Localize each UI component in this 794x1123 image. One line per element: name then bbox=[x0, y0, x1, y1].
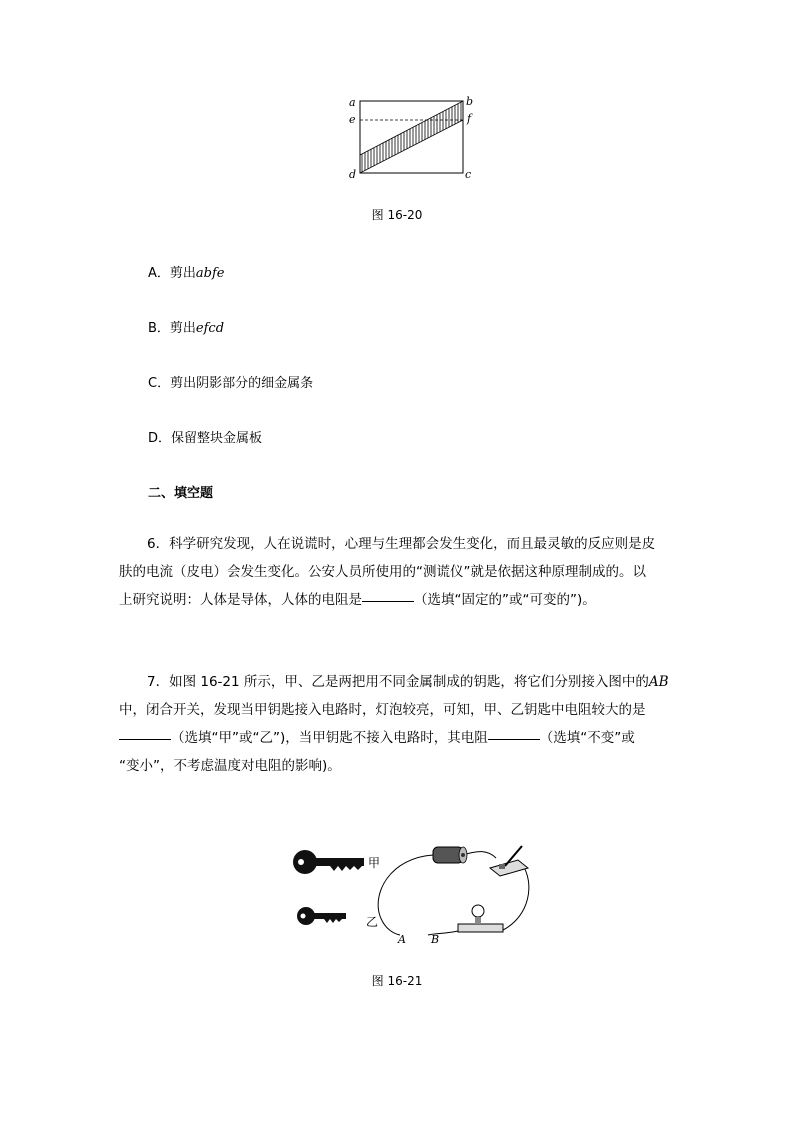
switch bbox=[490, 846, 528, 876]
option-b: B．剪出efcd bbox=[148, 321, 225, 336]
label-f: f bbox=[467, 112, 472, 125]
option-a: A．剪出abfe bbox=[148, 266, 225, 281]
key-jia bbox=[293, 850, 364, 874]
question-6: 6．科学研究发现，人在说谎时，心理与生理都会发生变化，而且最灵敏的反应则是皮 肤的电流（皮电）会发生变化。公安人员所使用的“测谎仪”就是依据这种原理制成的。以 上研究说明：人体是导体，人体的电阻是 （选填“固定的”或“可变的”)。 bbox=[119, 536, 656, 608]
figure-16-21-caption: 图 16-21 bbox=[371, 974, 423, 988]
figure-16-21 bbox=[290, 838, 535, 946]
label-A: A bbox=[398, 933, 406, 946]
label-c: c bbox=[465, 168, 472, 181]
label-a: a bbox=[349, 96, 356, 109]
figure-16-20 bbox=[340, 92, 480, 184]
wire-top bbox=[463, 852, 496, 858]
section-title: 二、填空题 bbox=[148, 486, 214, 501]
figure-16-20-caption: 图 16-20 bbox=[371, 208, 423, 222]
label-jia: 甲 bbox=[368, 856, 381, 870]
shaded-strip bbox=[360, 101, 463, 173]
wire-left bbox=[378, 855, 433, 935]
key-yi bbox=[297, 907, 346, 925]
battery bbox=[433, 847, 467, 863]
answer-blank bbox=[362, 600, 414, 602]
answer-blank bbox=[488, 738, 540, 740]
label-yi: 乙 bbox=[366, 915, 379, 929]
answer-blank bbox=[119, 738, 171, 740]
option-c: C．剪出阴影部分的细金属条 bbox=[148, 376, 314, 391]
label-e: e bbox=[349, 113, 356, 126]
question-7: 7．如图 16-21 所示，甲、乙是两把用不同金属制成的钥匙，将它们分别接入图中的AB 中，闭合开关，发现当甲钥匙接入电路时，灯泡较亮，可知，甲、乙钥匙中电阻较大的是 （选填“甲”或“乙”)，当甲钥匙不接入电路时，其电阻 （选填“不变”或 “变小”，不考虑温度对电阻的影响)。 bbox=[119, 674, 669, 774]
bulb bbox=[458, 905, 503, 932]
label-B: B bbox=[431, 933, 440, 946]
option-d: D．保留整块金属板 bbox=[148, 431, 263, 446]
label-b: b bbox=[466, 95, 474, 108]
label-d: d bbox=[349, 168, 357, 181]
